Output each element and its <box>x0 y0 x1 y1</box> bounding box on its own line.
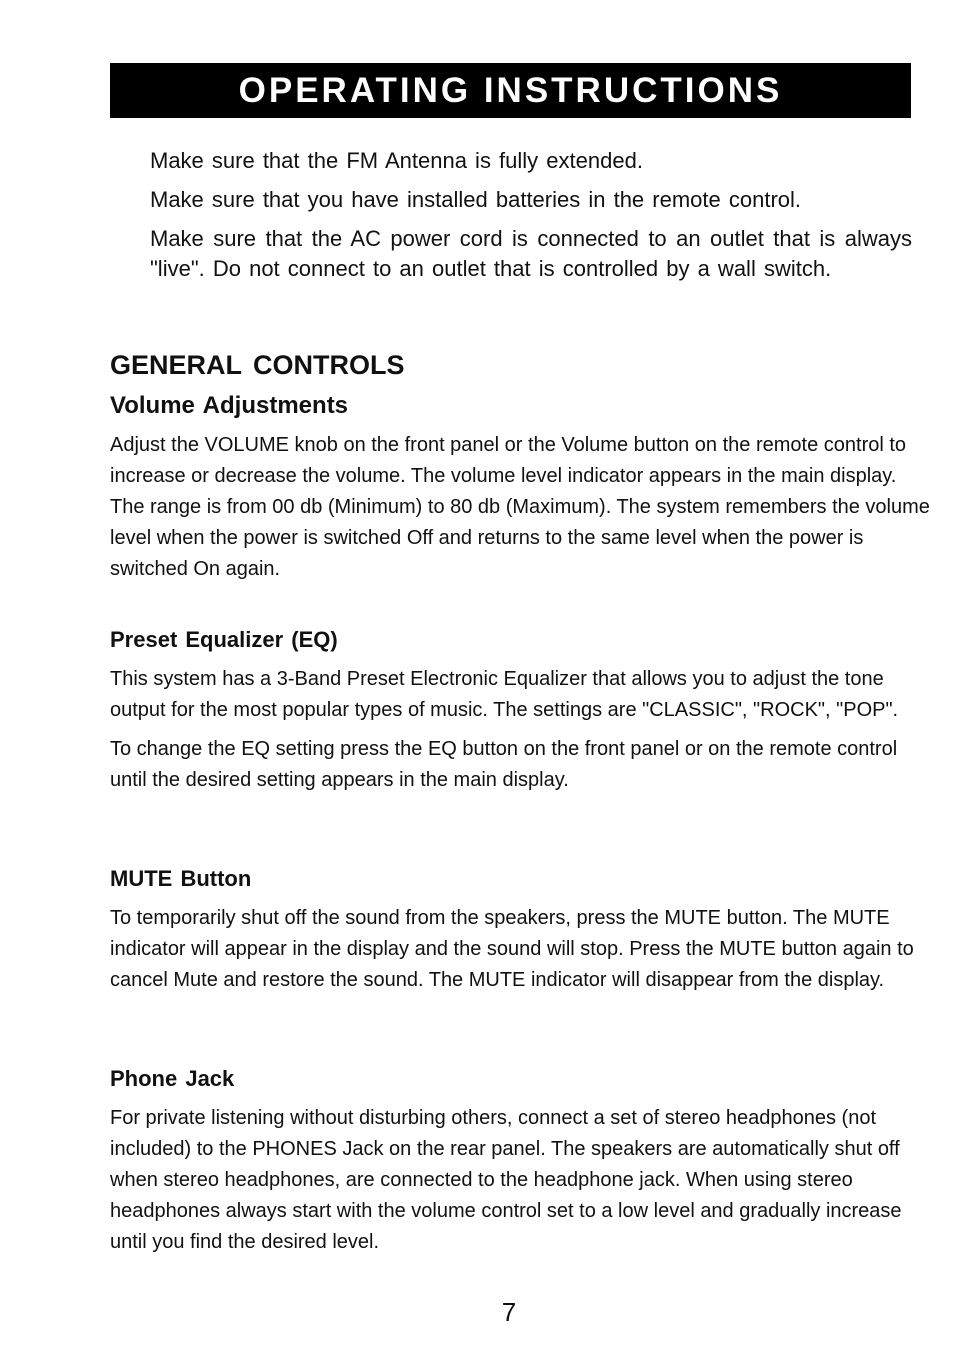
checklist-item-antenna: Make sure that the FM Antenna is fully extended. <box>150 148 643 173</box>
eq-paragraph-settings: This system has a 3-Band Preset Electronic Equalizer that allows you to adjust the tone output for the most popular types of music. The settings are "CLASSIC", "ROCK", "POP". <box>110 668 899 721</box>
setup-checklist <box>150 146 912 293</box>
phone-jack-heading: Phone Jack <box>110 1066 235 1091</box>
mute-paragraph: To temporarily shut off the sound from the speakers, press the MUTE button. The MUTE indicator will appear in the display and the sound will stop. Press the MUTE button again to cancel Mute and restore the sound. The MUTE indicator will disappear from the display. <box>110 907 914 991</box>
page-number: 7 <box>501 1297 517 1327</box>
mute-heading: MUTE Button <box>110 866 252 891</box>
page-title: OPERATING INSTRUCTIONS <box>238 71 783 110</box>
title-banner <box>110 63 911 118</box>
phone-jack-paragraph: For private listening without disturbing others, connect a set of stereo headphones (not included) to the PHONES Jack on the rear panel. The speakers are automatically shut off when stereo headphones, are connected to the headphone jack. When using stereo headphones always start with the volume control set to a low level and gradually increase until you find the desired level. <box>110 1107 902 1253</box>
section-phone-jack <box>110 1066 930 1258</box>
volume-paragraph: Adjust the VOLUME knob on the front panel or the Volume button on the remote control to increase or decrease the volume. The volume level indicator appears in the main display. The range is from 00 db (Minimum) to 80 db (Maximum). The system remembers the volume level when the power is switched Off and returns to the same level when the power is switched On again. <box>110 434 930 580</box>
general-controls-heading: GENERAL CONTROLS <box>110 350 405 380</box>
section-eq <box>110 627 930 796</box>
checklist-item-batteries: Make sure that you have installed batteries in the remote control. <box>150 187 802 212</box>
eq-heading: Preset Equalizer (EQ) <box>110 627 338 652</box>
checklist-item-power-cord: Make sure that the AC power cord is connected to an outlet that is always "live". Do not connect to an outlet that is controlled by a wall switch. <box>150 226 912 281</box>
volume-heading: Volume Adjustments <box>110 392 349 419</box>
eq-paragraph-change: To change the EQ setting press the EQ button on the front panel or on the remote control until the desired setting appears in the main display. <box>110 738 898 791</box>
section-mute <box>110 866 930 996</box>
section-volume <box>110 392 930 585</box>
